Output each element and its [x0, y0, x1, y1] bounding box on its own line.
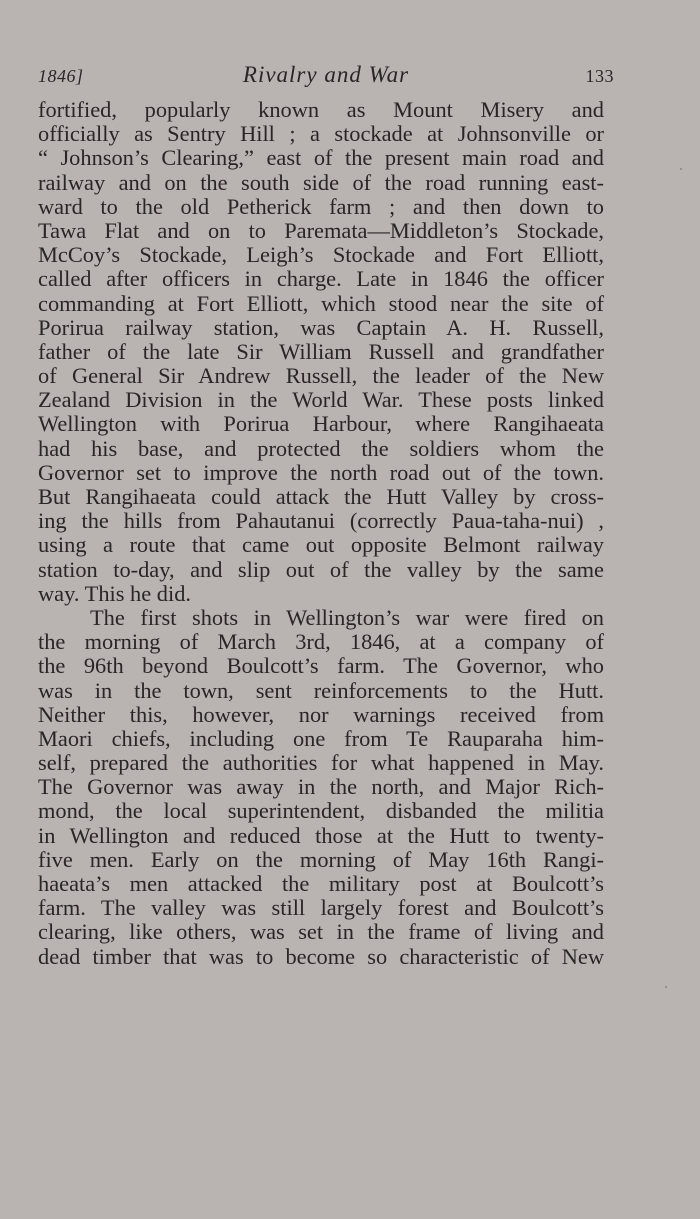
paragraph-end-line: way. This he did.	[38, 580, 191, 606]
text-line: five men. Early on the morning of May 16th Rangi-	[38, 846, 604, 872]
text-line: had his base, and protected the soldiers whom the	[38, 435, 604, 461]
text-line: mond, the local superintendent, disbanded the militia	[38, 798, 604, 824]
text-line: station to-day, and slip out of the valley by the same	[38, 556, 604, 582]
running-head	[38, 62, 614, 92]
text-line: Porirua railway station, was Captain A. H. Russell,	[38, 314, 604, 340]
text-line: railway and on the south side of the road running east-	[38, 169, 604, 195]
paragraph-start-line: The first shots in Wellington’s war were fired on	[90, 604, 604, 630]
text-line: officially as Sentry Hill ; a stockade at Johnsonville or	[38, 121, 604, 147]
text-line: Governor set to improve the north road out of the town.	[38, 459, 604, 485]
text-line: haeata’s men attacked the military post at Boulcott’s	[38, 871, 604, 896]
text-line: was in the town, sent reinforcements to the Hutt.	[38, 677, 604, 703]
paper-speck	[665, 986, 667, 988]
text-line: in Wellington and reduced those at the Hutt to twenty-	[38, 822, 604, 848]
text-line: commanding at Fort Elliott, which stood near the site of	[38, 290, 604, 316]
text-line: using a route that came out opposite Belmont railway	[38, 532, 604, 558]
text-line: Maori chiefs, including one from Te Rauparaha him-	[38, 725, 604, 751]
text-line: But Rangihaeata could attack the Hutt Valley by cross-	[38, 484, 604, 509]
body-text	[38, 98, 604, 969]
text-line: dead timber that was to become so characteristic of New	[38, 943, 604, 969]
text-line: “ Johnson’s Clearing,” east of the present main road and	[38, 145, 604, 171]
text-line: self, prepared the authorities for what happened in May.	[38, 750, 604, 776]
paper-speck	[680, 168, 682, 170]
text-line: Wellington with Porirua Harbour, where Rangihaeata	[38, 411, 604, 437]
running-head-year: 1846]	[38, 66, 84, 86]
text-line: of General Sir Andrew Russell, the leader of the New	[38, 363, 604, 389]
text-line: farm. The valley was still largely forest and Boulcott’s	[38, 895, 604, 921]
text-line: ward to the old Petherick farm ; and then down to	[38, 193, 604, 219]
text-line: clearing, like others, was set in the frame of living and	[38, 919, 604, 945]
text-line: Neither this, however, nor warnings received from	[38, 701, 604, 727]
text-line: McCoy’s Stockade, Leigh’s Stockade and Fort Elliott,	[38, 242, 604, 268]
text-line: father of the late Sir William Russell and grandfather	[38, 338, 604, 364]
text-line: the 96th beyond Boulcott’s farm. The Governor, who	[38, 653, 604, 679]
running-head-title: Rivalry and War	[242, 62, 410, 87]
text-line: Zealand Division in the World War. These posts linked	[38, 387, 604, 413]
text-line: ing the hills from Pahautanui (correctly Paua-taha-nui) ,	[38, 508, 604, 534]
text-line: The Governor was away in the north, and Major Rich-	[38, 774, 604, 800]
text-line: Tawa Flat and on to Paremata—Middleton’s Stockade,	[38, 217, 604, 243]
text-line: called after officers in charge. Late in 1846 the officer	[38, 266, 604, 292]
page-number: 133	[585, 66, 614, 86]
text-line: the morning of March 3rd, 1846, at a company of	[38, 629, 604, 655]
text-line: fortified, popularly known as Mount Misery and	[38, 97, 604, 122]
